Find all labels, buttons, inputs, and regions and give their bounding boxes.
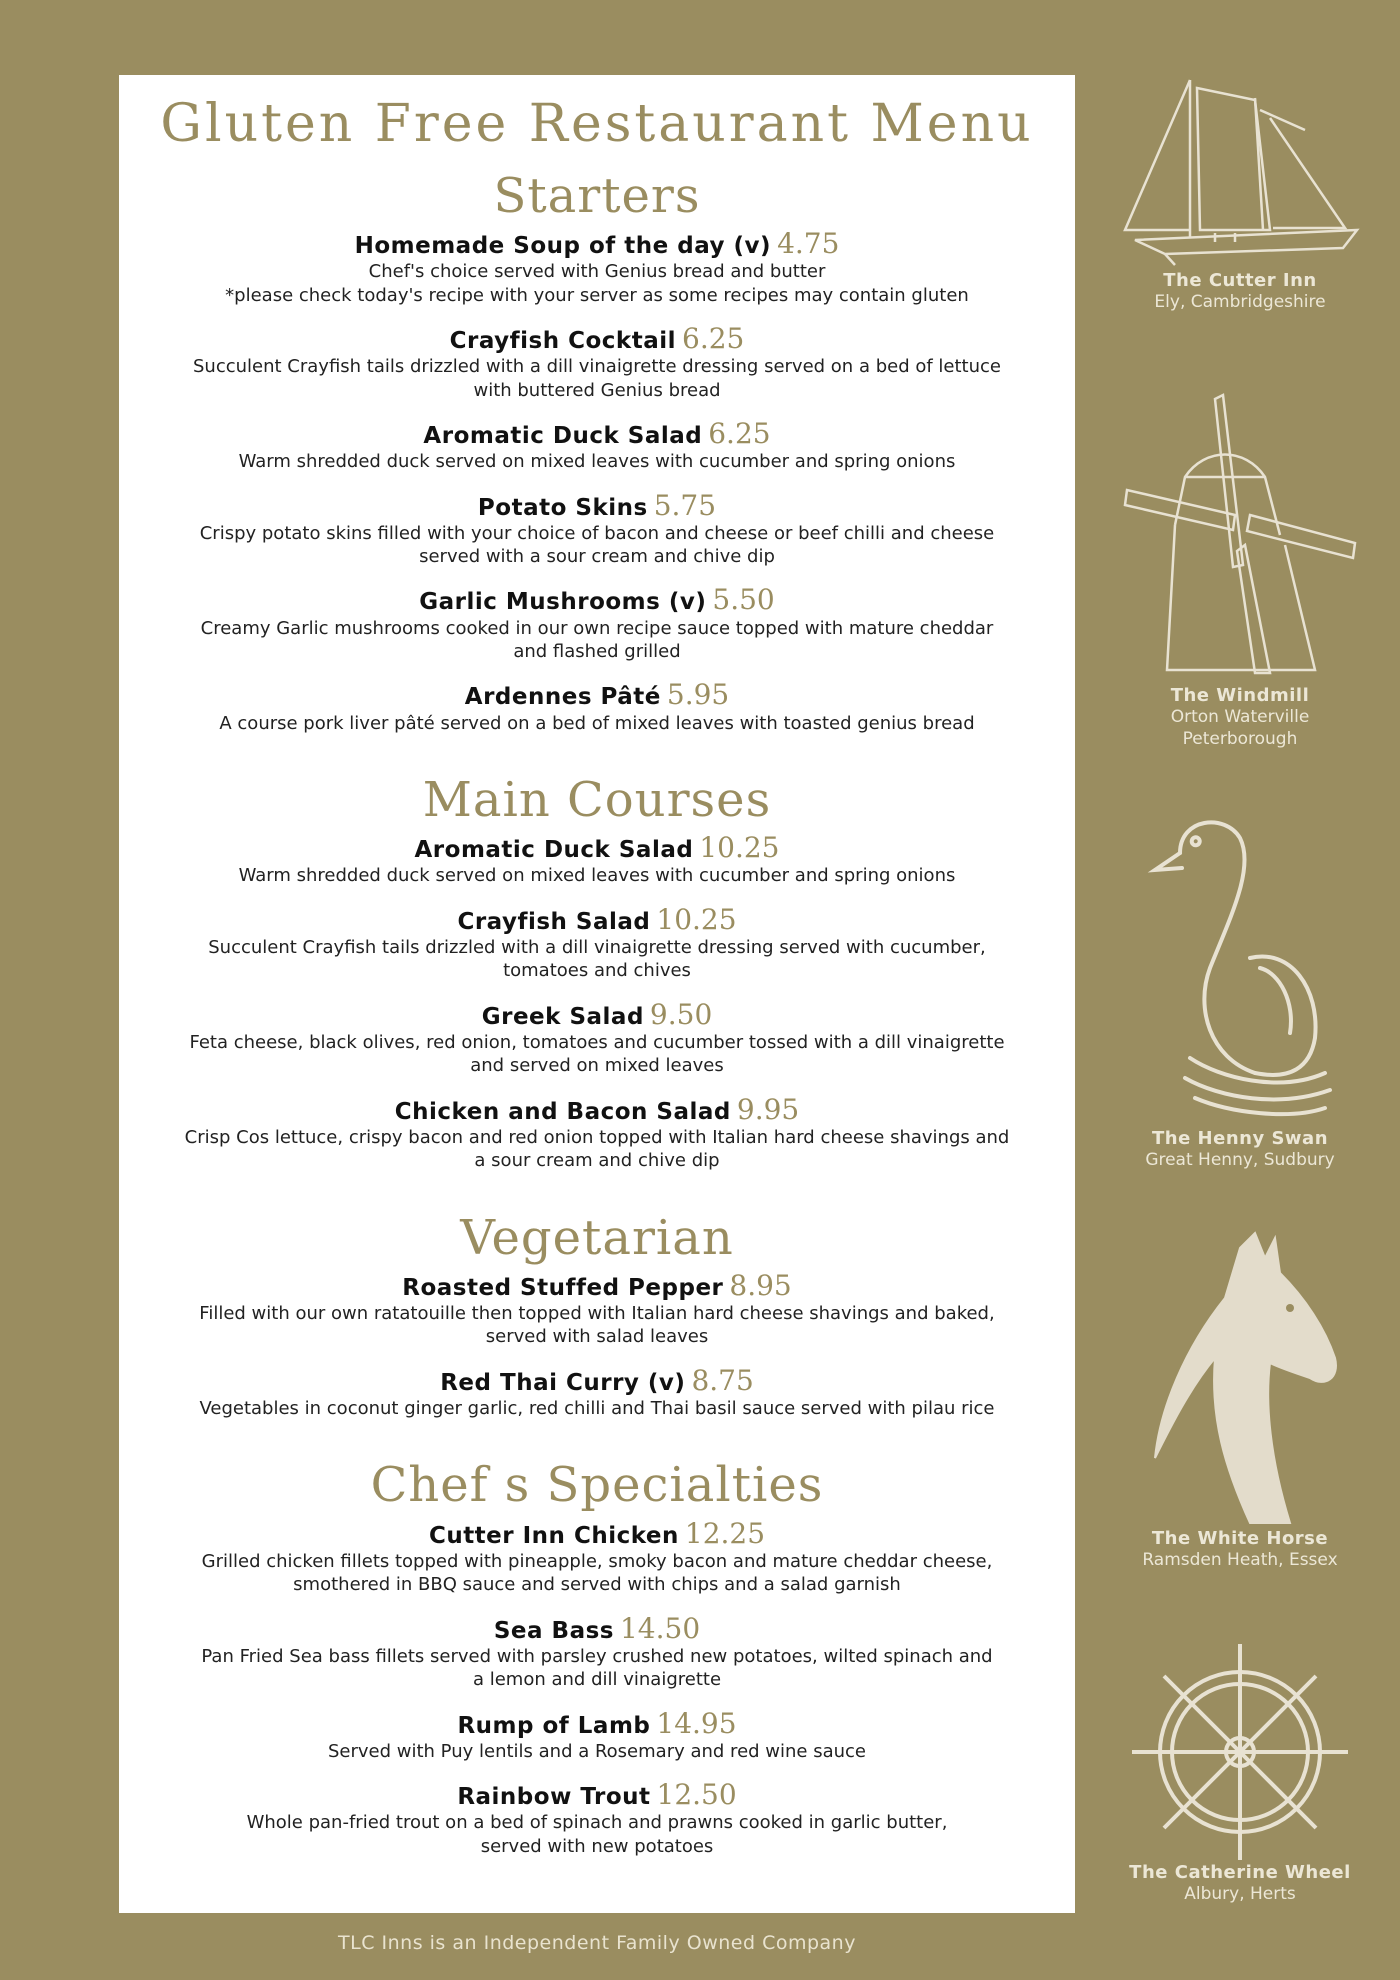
- item-name: Aromatic Duck Salad: [423, 422, 703, 449]
- ship-wheel-icon: [1130, 1642, 1350, 1862]
- item-price: 5.50: [712, 583, 775, 617]
- menu-sections: [119, 169, 1075, 1858]
- item-description: Creamy Garlic mushrooms cooked in our own recipe sauce topped with mature cheddar: [200, 617, 994, 639]
- section-title: Starters: [493, 167, 701, 224]
- footer-text: TLC Inns is an Independent Family Owned Company: [338, 1932, 856, 1954]
- location-address: Ramsden Heath, Essex: [1142, 1550, 1338, 1570]
- location-name: The Cutter Inn: [1163, 270, 1317, 291]
- item-name: Ardennes Pâté: [464, 684, 661, 711]
- menu-item: [119, 1365, 1075, 1421]
- menu-item: [119, 584, 1075, 663]
- item-price: 6.25: [682, 321, 745, 355]
- item-description: Crispy potato skins filled with your choice of bacon and cheese or beef chilli and cheese: [199, 522, 995, 544]
- section-title: Vegetarian: [460, 1209, 734, 1266]
- menu-item: [119, 1094, 1075, 1173]
- item-name: Garlic Mushrooms (v): [419, 589, 707, 616]
- swan-icon: [1140, 808, 1340, 1128]
- menu-section: [119, 1458, 1075, 1858]
- item-price: 6.25: [708, 416, 771, 450]
- location-windmill: [1095, 385, 1385, 750]
- item-description: tomatoes and chives: [503, 960, 691, 982]
- item-name: Greek Salad: [481, 1003, 644, 1030]
- item-name: Crayfish Cocktail: [449, 327, 677, 354]
- item-description: served with salad leaves: [485, 1326, 709, 1348]
- horse-head-icon: [1130, 1228, 1350, 1528]
- item-description: Warm shredded duck served on mixed leaves with cucumber and spring onions: [238, 865, 956, 887]
- menu-item: [119, 904, 1075, 983]
- item-description: smothered in BBQ sauce and served with chips and a salad garnish: [293, 1574, 901, 1596]
- item-name: Aromatic Duck Salad: [414, 837, 694, 864]
- item-price: 10.25: [656, 902, 737, 936]
- location-cutter-inn: [1095, 70, 1385, 313]
- item-price: 12.50: [656, 1778, 737, 1812]
- menu-panel: [119, 75, 1075, 1913]
- item-description: Succulent Crayfish tails drizzled with a dill vinaigrette dressing served with cucumber,: [208, 936, 986, 958]
- location-address: Albury, Herts: [1184, 1884, 1296, 1904]
- item-name: Crayfish Salad: [457, 908, 651, 935]
- location-henny-swan: [1095, 808, 1385, 1171]
- item-description: Whole pan-fried trout on a bed of spinach and prawns cooked in garlic butter,: [246, 1812, 948, 1834]
- location-name: The Windmill: [1170, 685, 1310, 706]
- item-description: a sour cream and chive dip: [474, 1150, 720, 1172]
- item-name: Sea Bass: [493, 1617, 614, 1644]
- item-description: *please check today's recipe with your server as some recipes may contain gluten: [225, 284, 969, 306]
- item-name: Rainbow Trout: [457, 1784, 651, 1811]
- item-price: 9.50: [649, 997, 713, 1031]
- item-description: Succulent Crayfish tails drizzled with a dill vinaigrette dressing served on a bed of lettuce: [193, 356, 1001, 378]
- item-description: Grilled chicken fillets topped with pineapple, smoky bacon and mature cheddar cheese,: [201, 1550, 993, 1572]
- section-title: Chef s Specialties: [370, 1457, 824, 1514]
- item-description: Pan Fried Sea bass fillets served with parsley crushed new potatoes, wilted spinach and: [201, 1645, 993, 1667]
- item-price: 8.95: [729, 1268, 792, 1302]
- menu-item: [119, 490, 1075, 569]
- item-price: 10.25: [699, 831, 780, 865]
- section-title: Main Courses: [422, 772, 772, 829]
- item-description: Served with Puy lentils and a Rosemary and red wine sauce: [327, 1740, 866, 1762]
- item-name: Rump of Lamb: [457, 1712, 651, 1739]
- menu-item: [119, 1270, 1075, 1349]
- menu-title: Gluten Free Restaurant Menu: [160, 94, 1034, 154]
- item-description: Feta cheese, black olives, red onion, tomatoes and cucumber tossed with a dill vinaigrette: [189, 1031, 1005, 1053]
- menu-item: [119, 679, 1075, 735]
- location-address: Great Henny, Sudbury: [1145, 1150, 1335, 1170]
- item-name: Potato Skins: [477, 494, 648, 521]
- item-price: 8.75: [691, 1363, 754, 1397]
- windmill-icon: [1115, 385, 1365, 685]
- item-description: A course pork liver pâté served on a bed of mixed leaves with toasted genius bread: [219, 712, 975, 734]
- item-description: and flashed grilled: [513, 641, 681, 663]
- menu-item: [119, 1779, 1075, 1858]
- location-catherine-wheel: [1095, 1642, 1385, 1905]
- menu-item: [119, 1708, 1075, 1764]
- item-description: Chef's choice served with Genius bread and butter: [368, 261, 826, 283]
- location-name: The Catherine Wheel: [1129, 1862, 1351, 1883]
- menu-item: [119, 323, 1075, 402]
- location-address: Peterborough: [1182, 729, 1298, 750]
- menu-item: [119, 1613, 1075, 1692]
- menu-item: [119, 832, 1075, 888]
- menu-section: [119, 773, 1075, 1173]
- item-description: Filled with our own ratatouille then topped with Italian hard cheese shavings and baked,: [199, 1303, 995, 1325]
- location-address: Ely, Cambridgeshire: [1154, 292, 1326, 312]
- item-description: and served on mixed leaves: [470, 1055, 724, 1077]
- item-description: Crisp Cos lettuce, crispy bacon and red onion topped with Italian hard cheese shavings and: [184, 1126, 1010, 1148]
- item-description: with buttered Genius bread: [473, 379, 721, 401]
- menu-item: [119, 418, 1075, 474]
- menu-item: [119, 1518, 1075, 1597]
- location-name: The White Horse: [1151, 1528, 1329, 1549]
- item-price: 4.75: [777, 226, 840, 260]
- item-description: Warm shredded duck served on mixed leaves with cucumber and spring onions: [238, 451, 956, 473]
- sailboat-icon: [1105, 70, 1375, 270]
- item-name: Homemade Soup of the day (v): [354, 232, 772, 259]
- item-name: Chicken and Bacon Salad: [394, 1098, 731, 1125]
- location-address: Orton Waterville: [1170, 707, 1310, 727]
- menu-item: [119, 228, 1075, 307]
- item-description: Vegetables in coconut ginger garlic, red chilli and Thai basil sauce served with pilau rice: [199, 1398, 995, 1420]
- item-description: served with a sour cream and chive dip: [419, 546, 775, 568]
- location-white-horse: [1095, 1228, 1385, 1571]
- item-price: 5.95: [666, 678, 730, 712]
- item-name: Red Thai Curry (v): [440, 1369, 686, 1396]
- item-price: 5.75: [653, 488, 717, 522]
- item-price: 9.95: [736, 1092, 800, 1126]
- menu-section: [119, 1211, 1075, 1421]
- location-name: The Henny Swan: [1151, 1128, 1329, 1149]
- item-name: Cutter Inn Chicken: [428, 1522, 679, 1549]
- item-price: 14.95: [656, 1706, 737, 1740]
- item-description: a lemon and dill vinaigrette: [472, 1669, 722, 1691]
- menu-item: [119, 999, 1075, 1078]
- item-description: served with new potatoes: [480, 1835, 714, 1857]
- menu-section: [119, 169, 1075, 735]
- item-price: 14.50: [619, 1611, 701, 1645]
- item-price: 12.25: [684, 1516, 766, 1550]
- item-name: Roasted Stuffed Pepper: [402, 1274, 724, 1301]
